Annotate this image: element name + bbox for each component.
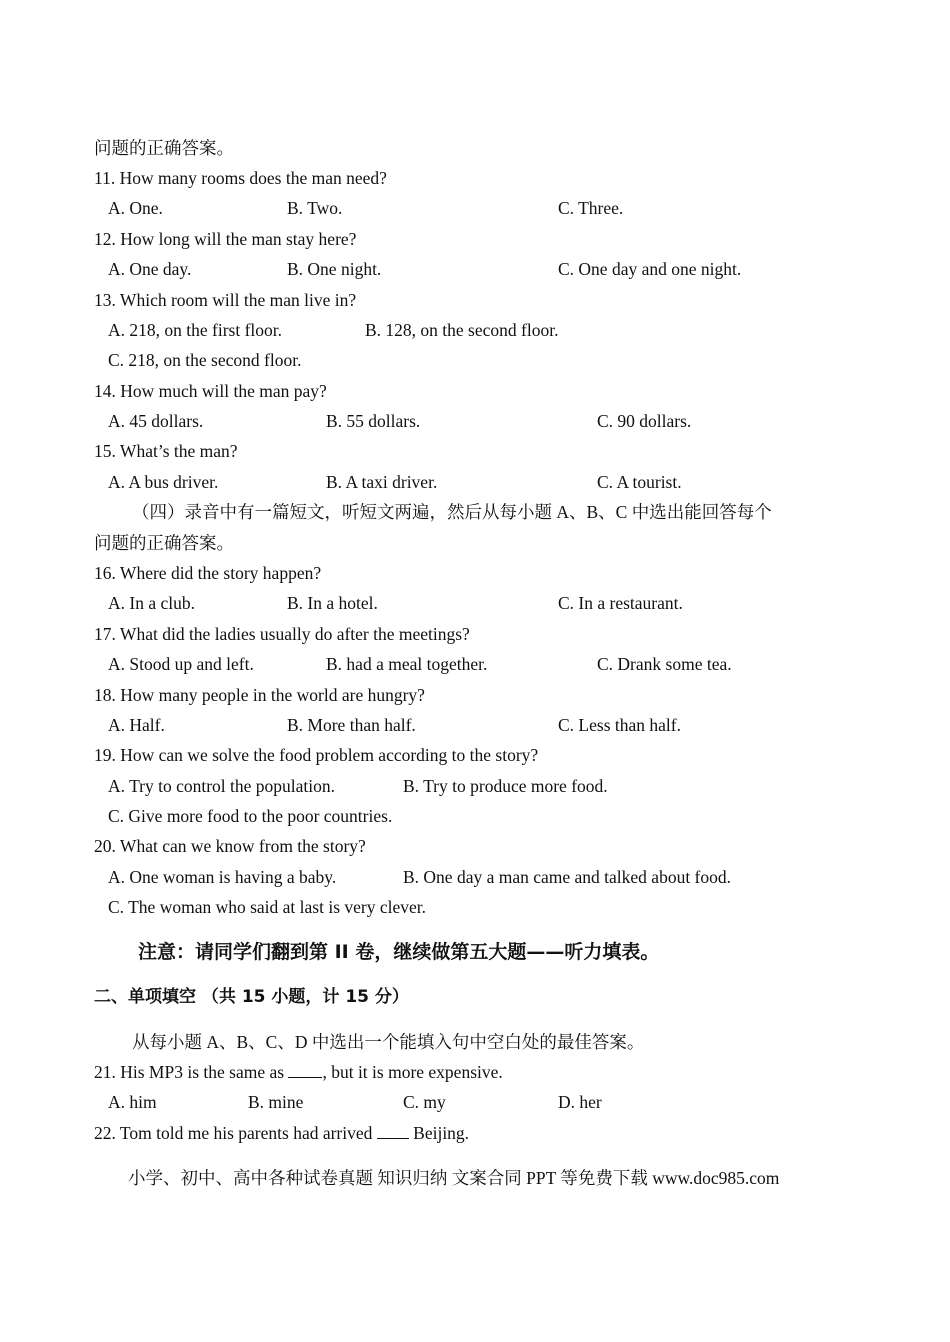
q17-option-b: B. had a meal together. — [326, 654, 488, 674]
q19-option-a: A. Try to control the population. — [108, 776, 336, 796]
q18-option-b: B. More than half. — [287, 715, 416, 735]
q16-option-b: B. In a hotel. — [287, 593, 378, 613]
section-2-instruction: 从每小题 A、B、C、D 中选出一个能填入句中空白处的最佳答案。 — [132, 1032, 645, 1052]
q13-option-b: B. 128, on the second floor. — [365, 320, 559, 340]
notice-text: 注意：请同学们翻到第 II 卷，继续做第五大题——听力填表。 — [138, 941, 660, 963]
question-22 — [94, 1122, 469, 1144]
q20-option-b: B. One day a man came and talked about food. — [403, 867, 732, 887]
section-4-instruction-tail: 问题的正确答案。 — [94, 533, 234, 553]
q22-blank — [377, 1124, 409, 1139]
q21-text-after: , but it is more expensive. — [322, 1062, 503, 1082]
question-21 — [94, 1061, 503, 1083]
q18-option-c: C. Less than half. — [558, 715, 681, 735]
question-16: 16. Where did the story happen? — [94, 563, 322, 583]
q13-option-c: C. 218, on the second floor. — [108, 350, 302, 370]
q22-text-after: Beijing. — [408, 1123, 470, 1143]
q17-option-c: C. Drank some tea. — [597, 654, 732, 674]
q21-option-d: D. her — [558, 1092, 602, 1112]
question-19: 19. How can we solve the food problem according to the story? — [94, 745, 539, 765]
q15-option-b: B. A taxi driver. — [326, 472, 438, 492]
q21-text-before: 21. His MP3 is the same as — [94, 1062, 289, 1082]
question-15: 15. What’s the man? — [94, 441, 238, 461]
q12-option-a: A. One day. — [108, 259, 192, 279]
q14-option-b: B. 55 dollars. — [326, 411, 421, 431]
page-footer: 小学、初中、高中各种试卷真题 知识归纳 文案合同 PPT 等免费下载 www.doc985.com — [128, 1168, 780, 1188]
q16-option-a: A. In a club. — [108, 593, 195, 613]
q11-option-c: C. Three. — [558, 198, 624, 218]
question-18: 18. How many people in the world are hungry? — [94, 685, 425, 705]
section-2-title: 二、单项填空 （共 15 小题，计 15 分） — [94, 987, 409, 1007]
question-20: 20. What can we know from the story? — [94, 836, 366, 856]
q19-option-c: C. Give more food to the poor countries. — [108, 806, 393, 826]
q20-option-a: A. One woman is having a baby. — [108, 867, 337, 887]
question-12: 12. How long will the man stay here? — [94, 229, 357, 249]
q11-option-a: A. One. — [108, 198, 163, 218]
q22-text-before: 22. Tom told me his parents had arrived — [94, 1123, 377, 1143]
question-13: 13. Which room will the man live in? — [94, 290, 357, 310]
q13-option-a: A. 218, on the first floor. — [108, 320, 283, 340]
q20-option-c: C. The woman who said at last is very clever. — [108, 897, 427, 917]
q19-option-b: B. Try to produce more food. — [403, 776, 608, 796]
q17-option-a: A. Stood up and left. — [108, 654, 254, 674]
q14-option-c: C. 90 dollars. — [597, 411, 692, 431]
q21-blank — [288, 1063, 322, 1078]
intro-tail: 问题的正确答案。 — [94, 138, 234, 158]
question-11: 11. How many rooms does the man need? — [94, 168, 387, 188]
q18-option-a: A. Half. — [108, 715, 165, 735]
q15-option-c: C. A tourist. — [597, 472, 682, 492]
question-14: 14. How much will the man pay? — [94, 381, 327, 401]
section-4-instruction: （四）录音中有一篇短文，听短文两遍，然后从每小题 A、B、C 中选出能回答每个 — [132, 502, 772, 522]
q21-option-c: C. my — [403, 1092, 446, 1112]
question-17: 17. What did the ladies usually do after the meetings? — [94, 624, 470, 644]
q21-option-a: A. him — [108, 1092, 157, 1112]
q21-option-b: B. mine — [248, 1092, 304, 1112]
q14-option-a: A. 45 dollars. — [108, 411, 204, 431]
q12-option-b: B. One night. — [287, 259, 382, 279]
q16-option-c: C. In a restaurant. — [558, 593, 683, 613]
q15-option-a: A. A bus driver. — [108, 472, 219, 492]
q11-option-b: B. Two. — [287, 198, 343, 218]
q12-option-c: C. One day and one night. — [558, 259, 742, 279]
